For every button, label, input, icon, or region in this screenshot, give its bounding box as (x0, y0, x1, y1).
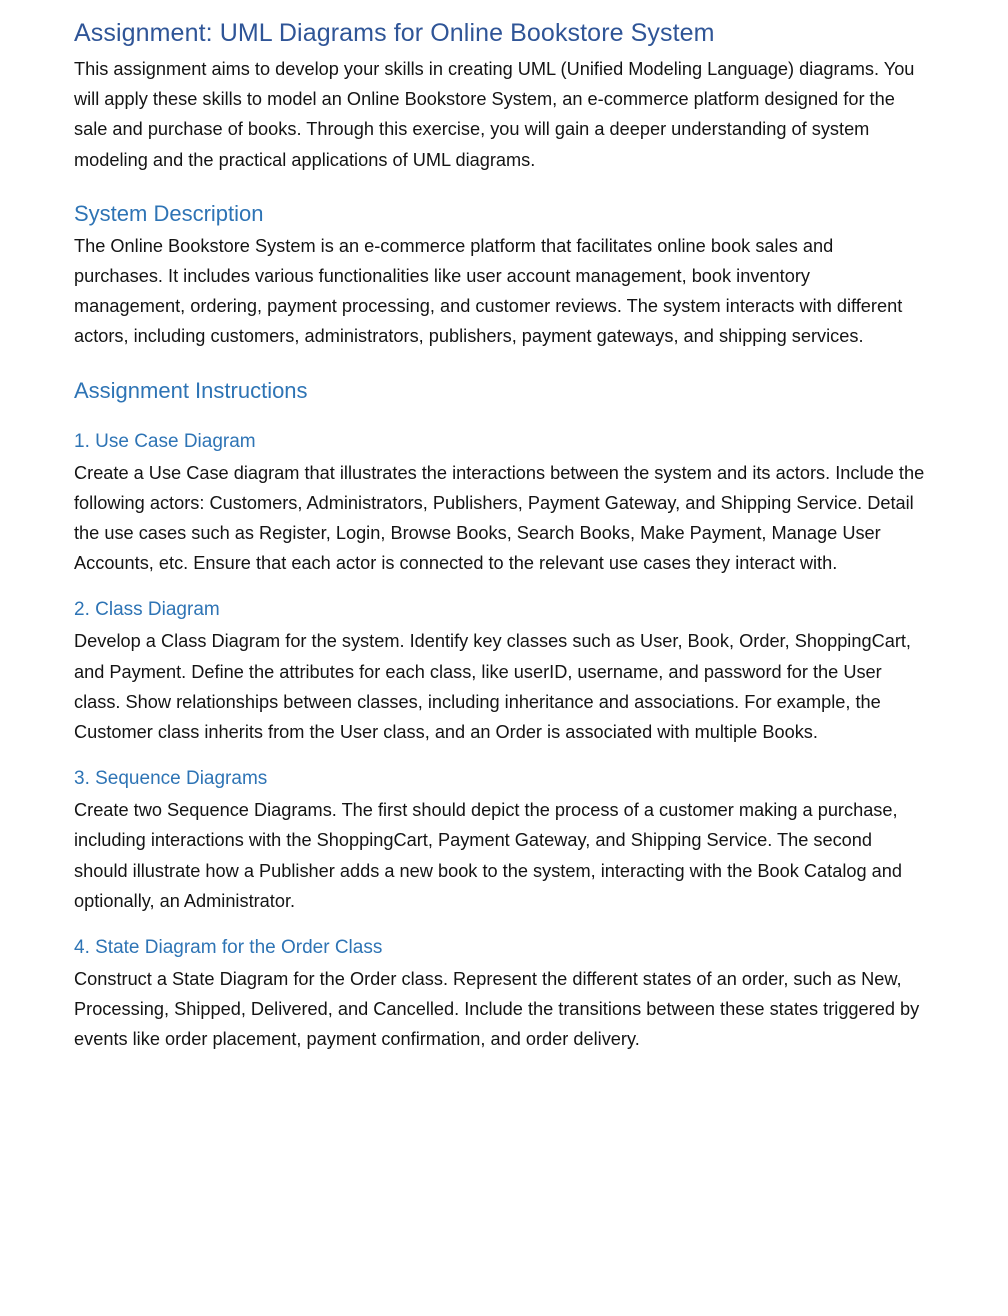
sequence-diagrams-heading: 3. Sequence Diagrams (74, 768, 268, 790)
system-description-heading: System Description (74, 200, 264, 226)
use-case-diagram-paragraph: Create a Use Case diagram that illustrates the interactions between the system and its actors. Include the following actors: Customers, Administrators, Publishers, Payment Gateway, and Shipping Service. Detail the use cases such as Register, Login, Browse Books, Search Books, Make Payment, Manage User Accounts, etc. Ensure that each actor is connected to the relevant use cases they interact with. (74, 462, 925, 574)
state-diagram-heading: 4. State Diagram for the Order Class (74, 937, 383, 959)
class-diagram-paragraph: Develop a Class Diagram for the system. Identify key classes such as User, Book, Order, ShoppingCart, and Payment. Define the attributes for each class, like userID, username, and password for the User class. Show relationships between classes, including inheritance and associations. For example, the Customer class inherits from the User class, and an Order is associated with multiple Books. (74, 631, 911, 743)
document-page (74, 16, 926, 1055)
sequence-diagrams-paragraph: Create two Sequence Diagrams. The first should depict the process of a customer making a purchase, including interactions with the ShoppingCart, Payment Gateway, and Shipping Service. The second should illustrate how a Publisher adds a new book to the system, interacting with the Book Catalog and optionally, an Administrator. (74, 800, 903, 911)
class-diagram-heading: 2. Class Diagram (74, 599, 220, 621)
document-title: Assignment: UML Diagrams for Online Bookstore System (74, 19, 715, 47)
use-case-diagram-heading: 1. Use Case Diagram (74, 430, 256, 452)
intro-paragraph: This assignment aims to develop your skills in creating UML (Unified Modeling Language) diagrams. You will apply these skills to model an Online Bookstore System, an e-commerce platform designed for the sale and purchase of books. Through this exercise, you will gain a deeper understanding of system modeling and the practical applications of UML diagrams. (74, 59, 915, 170)
assignment-instructions-heading: Assignment Instructions (74, 377, 308, 403)
state-diagram-paragraph: Construct a State Diagram for the Order class. Represent the different states of an order, such as New, Processing, Shipped, Delivered, and Cancelled. Include the transitions between these states triggered by events like order placement, payment confirmation, and order delivery. (74, 969, 920, 1050)
system-description-paragraph: The Online Bookstore System is an e-commerce platform that facilitates online book sales and purchases. It includes various functionalities like user account management, book inventory management, ordering, payment processing, and customer reviews. The system interacts with different actors, including customers, administrators, publishers, payment gateways, and shipping services. (74, 235, 903, 347)
